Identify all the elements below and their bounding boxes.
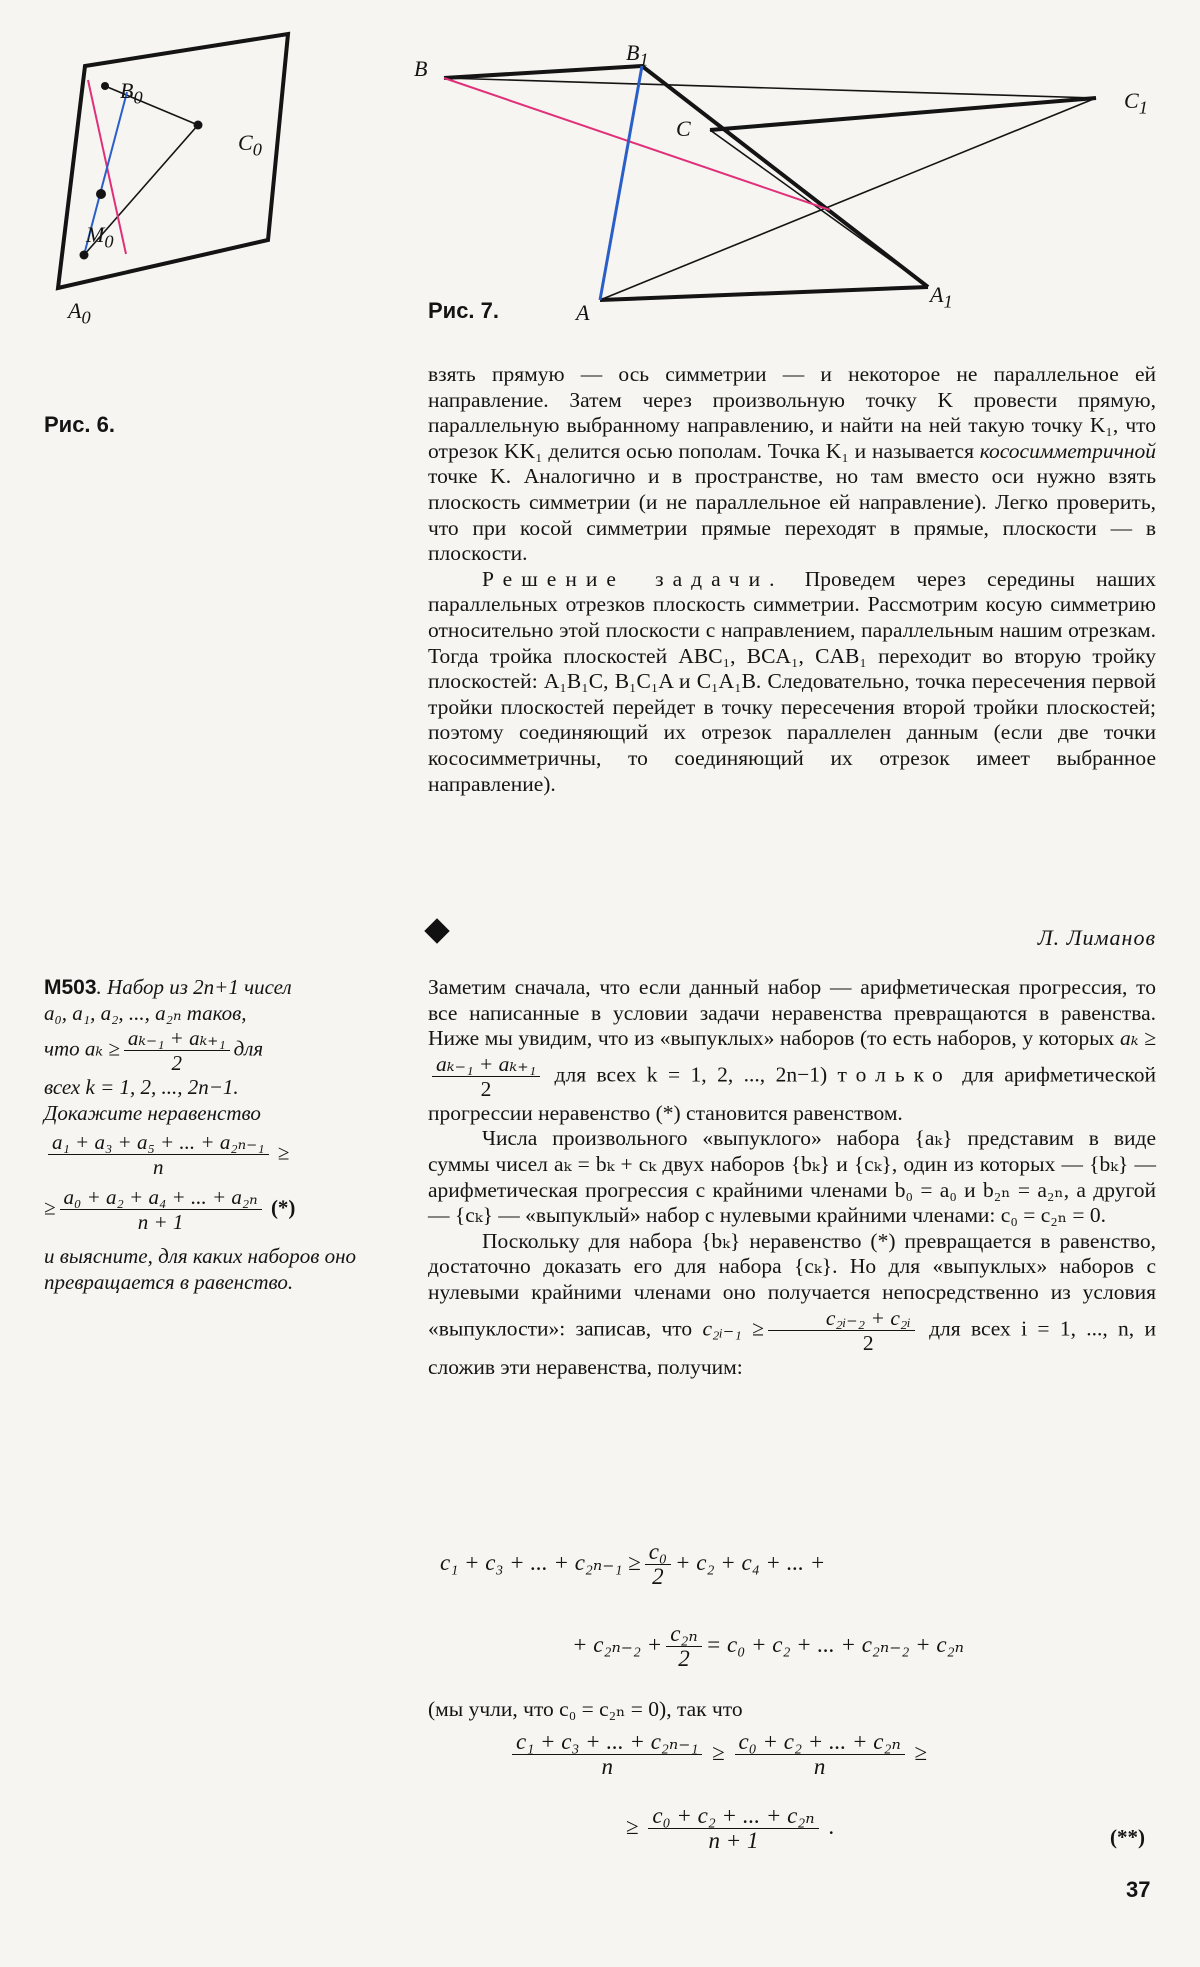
fig7-edge-c-a1 — [710, 130, 928, 287]
problem-m503: М503. Набор из 2n+1 чисел a₀, a₁, a₂, ..., a₂ₙ таков, что aₖ ≥ $\frac{\text{aₖ₋₁ + aₖ₊₁}}{2}$ для всех k = 1, 2, ..., 2n−1. Докажите неравенство $\frac{\text{a₁ + a₃ + a₅ + ... + a₂ₙ₋₁}}{n}$ ≥ ≥ $\frac{\text{a₀ + a₂ + a₄ + ... + a₂ₙ}}{n + 1}$ (*) и выясните, для каких наборов оно превращается в равенство. — [44, 975, 357, 1294]
fig6-caption: Рис. 6. — [44, 412, 116, 437]
figure-7 — [420, 40, 1140, 330]
fig7-edge-a-a1 — [600, 287, 928, 300]
fraction: $\frac{\text{c₀ + c₂ + ... + c₂ₙ}}{n}$ — [735, 1730, 905, 1779]
fig6-label-a0: $A_0$ — [68, 298, 91, 328]
fraction: $\frac{\text{c₀}}{2}$ — [645, 1540, 671, 1589]
fig7-label-c: C — [676, 116, 691, 141]
fig6-label-b0: $B_0$ — [120, 78, 143, 108]
equation-1: c₁ + c₃ + ... + c₂ₙ₋₁ ≥ $\frac{\text{c₀}}{2}$ + c₂ + c₄ + ... + — [440, 1539, 826, 1589]
fig7-label-b1: $B_1$ — [626, 40, 649, 70]
equation-3: $\frac{\text{c₁ + c₃ + ... + c₂ₙ₋₁}}{n}$ ≥ $\frac{\text{c₀ + c₂ + ... + c₂ₙ}}{n}$ ≥ — [508, 1730, 927, 1779]
fig7-edge-b-c1 — [444, 78, 1096, 98]
article-text — [428, 362, 1156, 797]
fig7-blue-line — [600, 66, 642, 300]
fig6-point-m0 — [96, 189, 106, 199]
fig6-point-b0 — [101, 82, 109, 90]
fraction: $\frac{\text{c₁ + c₃ + ... + c₂ₙ₋₁}}{n}$ — [512, 1730, 702, 1779]
equation-4: ≥ $\frac{\text{c₀ + c₂ + ... + c₂ₙ}}{n + 1}$ . — [626, 1803, 835, 1853]
fig7-label-a1: $A_1$ — [930, 282, 953, 312]
equation-label-double-star: (**) — [1110, 1825, 1145, 1849]
solution-paragraph-3: Поскольку для набора {bₖ} неравенство (*) превращается в равенство, достаточно доказать его для набора {cₖ}. Но для «выпуклых» наборов с нулевыми крайними членами оно получается непосредственно из условия «выпуклости»: записав, что c₂ᵢ₋₁ ≥ $\frac{\text{c₂ᵢ₋₂ + c₂ᵢ}}{2}$ для всех i = 1, ..., n, и сложив эти неравенства, получим: — [428, 1228, 1156, 1379]
fig7-caption: Рис. 7. — [428, 298, 500, 323]
problem-number: М503 — [44, 976, 97, 999]
fig7-edge-c-c1 — [710, 98, 1096, 130]
fraction: $\frac{\text{aₖ₋₁ + aₖ₊₁}}{2}$ — [432, 1052, 540, 1101]
fraction: $\frac{\text{c₀ + c₂ + ... + c₂ₙ}}{n + 1}$ — [648, 1804, 818, 1853]
page-number: 37 — [1126, 1877, 1151, 1902]
fraction: $\frac{\text{aₖ₋₁ + aₖ₊₁}}{2}$ — [124, 1026, 230, 1075]
fraction: $\frac{\text{a₀ + a₂ + a₄ + ... + a₂ₙ}}{n + 1}$ — [60, 1185, 262, 1234]
section-diamond-icon — [424, 918, 449, 943]
solution-paragraph-2: Числа произвольного «выпуклого» набора {aₖ} представим в виде суммы чисел aₖ = bₖ + cₖ двух наборов {bₖ} и {cₖ}, один из которых — {bₖ} — арифметическая прогрессия с крайними членами b₀ = a₀ и b₂ₙ = a₂ₙ, а другой — {cₖ} — «выпуклый» набор с нулевыми крайними членами: c₀ = c₂ₙ = 0. — [428, 1126, 1156, 1228]
paragraph-oblique-symmetry: взять прямую — ось симметрии — и некоторое не параллельное ей направление. Затем через произвольную точку K провести прямую, параллельную выбранному направлению, и найти на ней такую точку K₁, что отрезок KK₁ делится осью пополам. Точка K₁ и называется кососимметричной точке K. Аналогично и в пространстве, но там вместо оси нужно взять плоскость симметрии (и не параллельное ей направление). Легко проверить, что при косой симметрии прямые переходят в прямые, плоскости — в плоскости. — [428, 362, 1156, 566]
solution-paragraph-1: Заметим сначала, что если данный набор — арифметическая прогрессия, то все написанные в условии задачи неравенства превращаются в равенства. Ниже мы увидим, что из «выпуклых» наборов (то есть наборов, у которых aₖ ≥ $\frac{\text{aₖ₋₁ + aₖ₊₁}}{2}$ для всех k = 1, 2, ..., 2n−1) только для арифметической прогрессии неравенство (*) становится равенством. — [428, 975, 1157, 1125]
fraction: $\frac{\text{a₁ + a₃ + a₅ + ... + a₂ₙ₋₁}}{n}$ — [48, 1130, 269, 1179]
paragraph-solution: Решение задачи. Проведем через середины наших параллельных отрезков плоскость симметрии. Рассмотрим косую симметрию относительно этой плоскости с направлением, параллельным нашим отрезкам. Тогда тройка плоскостей ABC₁, BCA₁, CAB₁ переходит во вторую тройку плоскостей: A₁B₁C, B₁C₁A и C₁A₁B. Следовательно, точка пересечения первой тройки плоскостей перейдет в точку пересечения второй тройки плоскостей; поэтому соединяющий их отрезок параллелен данным (если две точки кососимметричны, то соединяющий их отрезок имеет выбранное направление). — [428, 566, 1157, 796]
fig7-label-c1: $C_1$ — [1124, 88, 1148, 118]
fraction: $\frac{\text{c₂ᵢ₋₂ + c₂ᵢ}}{2}$ — [768, 1306, 915, 1355]
author-signature: Л. Лиманов — [1037, 925, 1156, 950]
fig6-point-c0 — [194, 121, 203, 130]
fig6-label-m0: $M_0$ — [86, 222, 114, 252]
fig7-label-b: B — [414, 56, 428, 81]
equation-2: + c₂ₙ₋₂ + $\frac{\text{c₂ₙ}}{2}$ = c₀ + c₂ + ... + c₂ₙ₋₂ + c₂ₙ — [572, 1621, 964, 1671]
fraction: $\frac{\text{c₂ₙ}}{2}$ — [666, 1622, 702, 1671]
fig7-edge-b-b1-a1 — [444, 66, 928, 287]
fig7-label-a: A — [576, 300, 590, 325]
fig7-edge-a-c1 — [600, 98, 1096, 300]
solution-paragraph-4: (мы учли, что c₀ = c₂ₙ = 0), так что — [428, 1697, 743, 1721]
fig6-label-c0: $C_0$ — [238, 130, 262, 160]
solution-text — [428, 975, 1156, 1380]
